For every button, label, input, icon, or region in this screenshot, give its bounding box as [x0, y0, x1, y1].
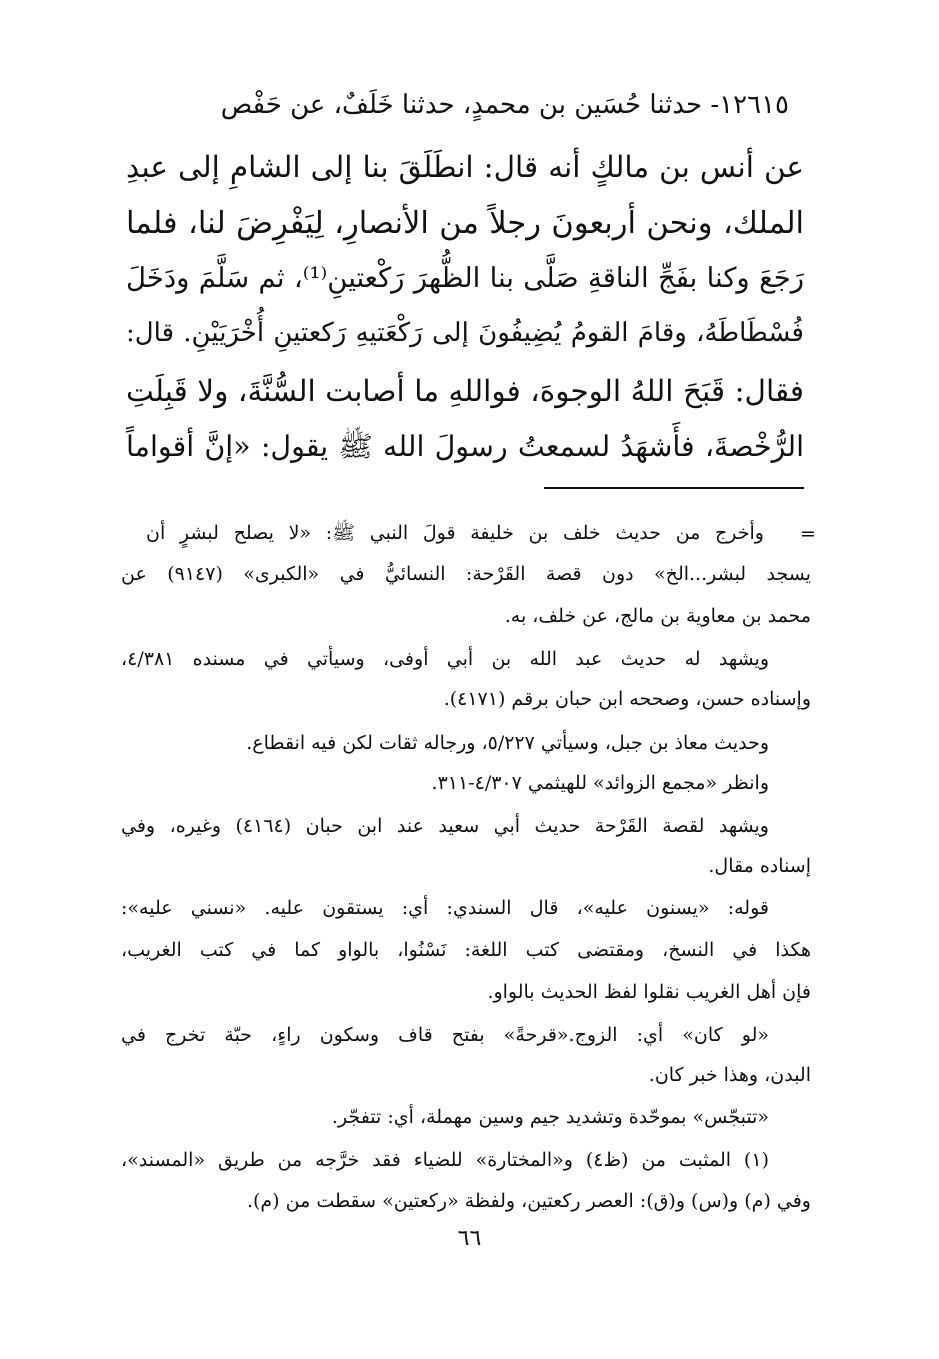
footnote-line: البدن، وهذا خبر كان. [648, 1064, 811, 1086]
footnote-line: وإسناده حسن، وصححه ابن حبان برقم (٤١٧١). [443, 688, 811, 710]
footnote-line: ويشهد له حديث عبد الله بن أبي أوفى، وسيأتي في مسنده ٤/٣٨١، [121, 648, 769, 670]
footnote-continuation-mark: = [800, 523, 816, 545]
main-text-line-6: الرُّخْصةَ، فأَشهَدُ لسمعتُ رسولَ الله ﷺ يقول: «إنَّ أقواماً [126, 430, 804, 463]
footnote-line: يسجد لبشر...الخ» دون قصة القَرْحة: النسائيُّ في «الكبرى» (٩١٤٧) عن [121, 563, 811, 585]
footnote-line: وأخرج من حديث خلف بن خليفة قولَ النبي ﷺ: «لا يصلح لبشرٍ أن [146, 522, 764, 544]
footnote-line: محمد بن معاوية بن مالج، عن خلف، به. [504, 605, 811, 627]
main-text-line-1: عن أنس بن مالكٍ أنه قال: انطَلَقَ بنا إلى الشامِ إلى عبدِ [126, 150, 804, 184]
footnote-line: وفي (م) و(س) و(ق): العصر ركعتين، ولفظة «ركعتين» سقطت من (م). [246, 1190, 811, 1212]
footnote-line: قوله: «يسنون عليه»، قال السندي: أي: يستقون عليه. «نسني عليه»: [121, 897, 769, 919]
footnote-line: هكذا في النسخ، ومقتضى كتب اللغة: نَسْنُوا، بالواو كما في كتب الغريب، [121, 939, 812, 961]
footnote-line: «تتبجّس» بموحّدة وتشديد جيم وسين مهملة، أي: تتفجّر. [331, 1106, 769, 1128]
footnote-divider [544, 487, 804, 489]
main-text-line-2: الملك، ونحن أربعونَ رجلاً من الأنصارِ، لِيَفْرِضَ لنا، فلما [126, 206, 804, 241]
main-text-line-4: فُسْطَاطَهُ، وقامَ القومُ يُضِيفُونَ إلى رَكْعَتيهِ رَكعتينِ أُخْرَيَيْنِ. قال: [126, 318, 804, 348]
footnote-line: وحديث معاذ بن جبل، وسيأتي ٥/٢٢٧، ورجاله ثقات لكن فيه انقطاع. [246, 732, 769, 754]
page-number: ٦٦ [457, 1226, 482, 1251]
footnote-line: (١) المثبت من (ظ٤) و«المختارة» للضياء فقد خرَّجه من طريق «المسند»، [121, 1149, 769, 1171]
footnote-line: «لو كان» أي: الزوج.«قرحةً» بفتح قاف وسكون راءٍ، حبّة تخرج في [121, 1024, 769, 1046]
footnote-line: فإن أهل الغريب نقلوا لفظ الحديث بالواو. [487, 981, 811, 1003]
footnote-line: وانظر «مجمع الزوائد» للهيثمي ٤/٣٠٧-٣١١. [431, 772, 769, 794]
hadith-heading-line: ١٢٦١٥- حدثنا حُسَين بن محمدٍ، حدثنا خَلَفٌ، عن حَفْص [220, 90, 789, 120]
main-text-line-3: رَجَعَ وكنا بفَجِّ الناقةِ صَلَّى بنا الظُّهرَ رَكْعتينِ⁽¹⁾، ثم سَلَّمَ ودَخَلَ [126, 262, 804, 294]
main-text-line-5: فقال: قَبَحَ اللهُ الوجوهَ، فواللهِ ما أصابت السُّنَّةَ، ولا قَبِلَتِ [126, 374, 804, 408]
footnote-line: ويشهد لقصة القَرْحة حديث أبي سعيد عند ابن حبان (٤١٦٤) وغيره، وفي [121, 815, 769, 837]
footnote-line: إسناده مقال. [708, 855, 811, 877]
